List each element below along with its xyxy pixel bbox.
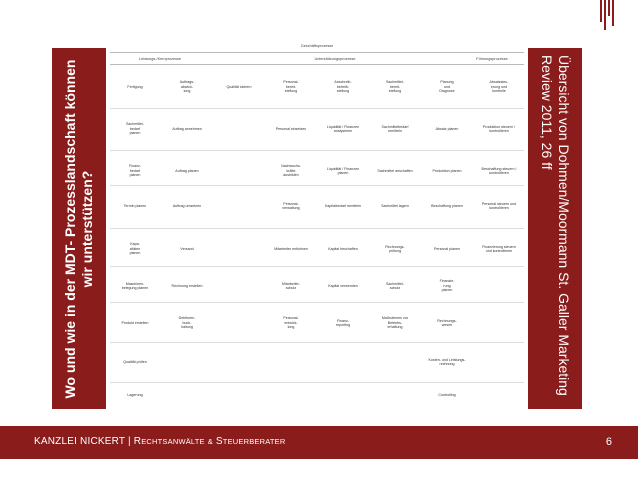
process-cell: Qualität prüfen bbox=[123, 359, 147, 364]
process-cell: Qualität sichern bbox=[226, 84, 252, 89]
process-cell: Beschaffung steuern / kontrollieren bbox=[481, 166, 517, 175]
process-cell: Personal- entwick- lung bbox=[283, 316, 299, 330]
process-cell: Personal steuern und kontrollieren bbox=[481, 201, 517, 210]
source-reference-title: Übersicht von Dohmen/Moormann St. Galler Marketing Review 2011, 26 ff bbox=[539, 54, 572, 396]
process-cell: Auftrag planen bbox=[175, 168, 199, 173]
process-cell: Auftrag annehmen bbox=[172, 126, 202, 131]
process-cell: Liquidität / Finanzen planen bbox=[326, 166, 360, 175]
process-cell: Personal einsetzen bbox=[275, 126, 307, 131]
process-cell: Sachmittel- schutz bbox=[386, 281, 404, 290]
process-cell: Liquidität / Finanzen analysieren bbox=[326, 124, 360, 133]
footer-brand bbox=[34, 435, 285, 449]
right-source-panel bbox=[528, 48, 582, 409]
process-cell: Personal- verwaltung bbox=[282, 201, 300, 210]
group-header-management: Führungsprozesse bbox=[476, 57, 508, 61]
process-cell: Maschinen- belegung planen bbox=[121, 281, 149, 290]
process-cell: Versand bbox=[180, 246, 194, 251]
process-cell: Mitarbeiter- schutz bbox=[281, 281, 301, 290]
brand-sub-1-cap: R bbox=[133, 436, 142, 447]
process-cell: Beschaffung planen bbox=[431, 203, 463, 208]
process-cell: Finanzie- rung planen bbox=[439, 279, 455, 293]
process-cell: Absatz planen bbox=[435, 126, 459, 131]
row-divider bbox=[110, 108, 524, 109]
process-cell: Termin planen bbox=[123, 203, 147, 208]
process-cell: Rechnungs- wesen bbox=[437, 318, 457, 327]
process-cell: Auftrags- abwick- lung bbox=[179, 80, 195, 94]
process-cell: Sachmittel lagern bbox=[381, 203, 409, 208]
process-cell: Anschreib- betreib- stellung bbox=[334, 80, 352, 94]
group-header-support: Unterstützungsprozesse bbox=[314, 57, 356, 61]
process-cell: Auftrag umsetzen bbox=[172, 203, 202, 208]
brand-sub-1-rest: ECHTSANWÄLTE bbox=[141, 437, 205, 446]
process-cell: Finanzierung steuern und kontrollieren bbox=[482, 244, 516, 253]
group-header-line bbox=[110, 64, 524, 65]
top-header: Geschäftsprozesse bbox=[300, 44, 334, 48]
process-cell: Sachmittelbedarf ermitteln bbox=[381, 124, 409, 133]
left-title-panel bbox=[52, 48, 106, 409]
process-cell: Personal- bereit- stellung bbox=[283, 80, 299, 94]
process-cell: Finanz- bedarf planen bbox=[129, 164, 141, 178]
process-cell: Kapitalbedarf ermitteln bbox=[325, 203, 361, 208]
slide-question-title: Wo und wie in der MDT- Prozesslandschaft können wir unterstützen? bbox=[62, 59, 95, 398]
decor-line-2 bbox=[604, 0, 606, 30]
process-cell: Produktion steuern / kontrollieren bbox=[482, 124, 516, 133]
decor-line-3 bbox=[608, 0, 610, 16]
brand-name: KANZLEI NICKERT bbox=[34, 436, 125, 447]
process-cell: Kapa- zitäten planen bbox=[129, 242, 141, 256]
decor-line-4 bbox=[612, 0, 614, 26]
process-landscape-diagram bbox=[110, 42, 524, 410]
process-cell: Rechnung erstellen bbox=[171, 283, 203, 288]
process-cell: Produkt erstellen bbox=[121, 320, 149, 325]
process-cell: Sachmittel anschaffen bbox=[377, 168, 413, 173]
process-cell: Personal planen bbox=[434, 246, 460, 251]
process-cell: Lagerung bbox=[127, 392, 143, 397]
process-cell: Fertigung bbox=[127, 84, 143, 89]
process-cell: Rechnungs- prüfung bbox=[385, 244, 405, 253]
process-cell: Absatzsteu- erung und kontrolle bbox=[489, 80, 509, 94]
row-divider bbox=[110, 382, 524, 383]
process-cell: Controlling bbox=[438, 392, 456, 397]
brand-sub-2-cap: S bbox=[215, 436, 223, 447]
decor-line-1 bbox=[600, 0, 602, 22]
process-cell: Finanz- reporting bbox=[335, 318, 351, 327]
footer-bar bbox=[0, 426, 638, 459]
brand-sub-2-rest: TEUERBERATER bbox=[222, 437, 286, 446]
brand-amp: & bbox=[207, 437, 213, 446]
process-cell: Kapital beschaffen bbox=[328, 246, 358, 251]
process-cell: Maßnahmen zur Betriebs- erhaltung bbox=[381, 316, 409, 330]
row-divider bbox=[110, 228, 524, 229]
top-header-line bbox=[110, 52, 524, 53]
process-cell: Nachwuchs- kräfte ausbilden bbox=[281, 164, 301, 178]
process-cell: Sachmittel- bedarf planen bbox=[126, 122, 144, 136]
process-cell: Sachmittel- bereit- stellung bbox=[386, 80, 404, 94]
process-cell: Mitarbeiter entlohnen bbox=[274, 246, 308, 251]
group-header-core: Leistungs-/Kernprozesse bbox=[139, 57, 181, 61]
brand-separator: | bbox=[127, 436, 131, 447]
process-cell: Planung und Diagnose bbox=[439, 80, 455, 94]
process-cell: Produktion planen bbox=[432, 168, 462, 173]
process-cell: Kapital verwenden bbox=[328, 283, 358, 288]
row-divider bbox=[110, 342, 524, 343]
page-number: 6 bbox=[605, 436, 612, 448]
process-cell: Kosten- und Leistungs- rechnung bbox=[428, 357, 466, 366]
process-cell: Debitoren- buch- haltung bbox=[178, 316, 196, 330]
row-divider bbox=[110, 150, 524, 151]
